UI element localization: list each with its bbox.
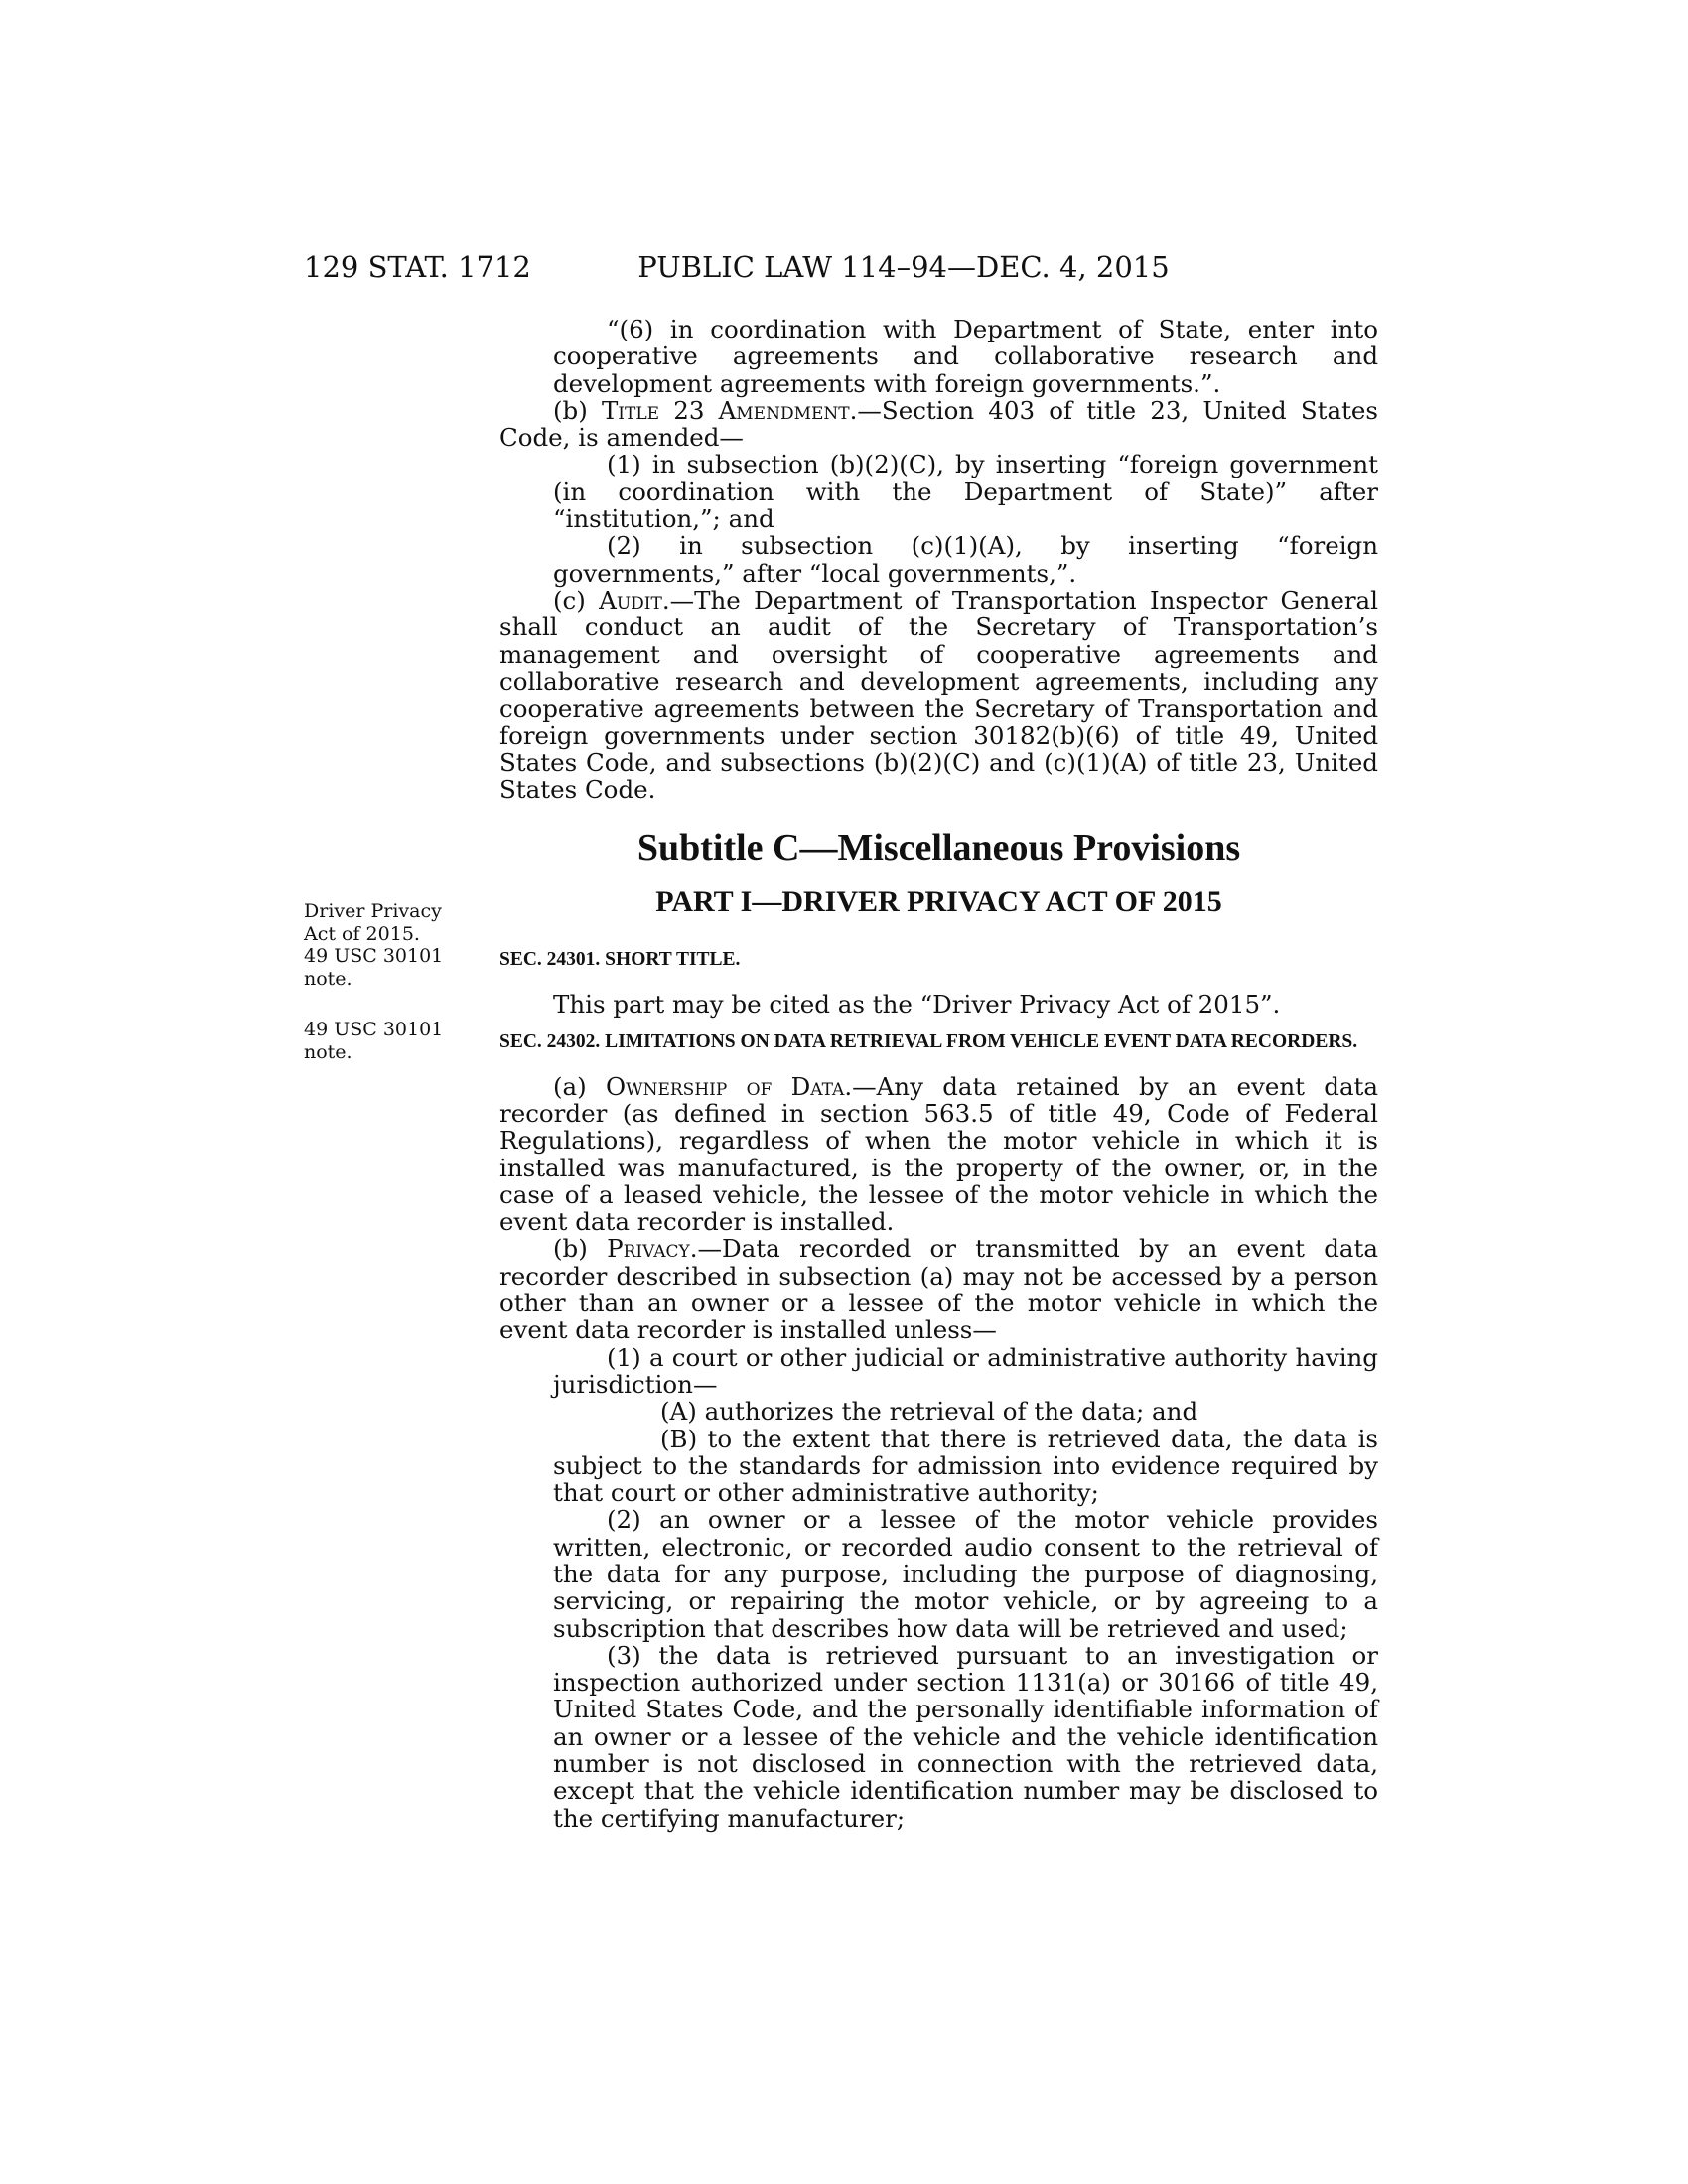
paragraph-b2: (2) in subsection (c)(1)(A), by inserting “foreign governments,” after “local governments,”. bbox=[553, 531, 1378, 588]
subsection-label: (c) bbox=[553, 585, 600, 614]
subsection-label: (a) bbox=[553, 1071, 607, 1101]
subsection-label: (b) bbox=[553, 395, 602, 425]
running-header: PUBLIC LAW 114–94—DEC. 4, 2015 bbox=[637, 250, 1170, 284]
subsection-text: .—Any data retained by an event data recorder (as defined in section 563.5 of title 49, Code of Federal Regulations), regardless of when the motor vehicle in which it is installed was manufactured, is the property of the owner, or, in the case of a leased vehicle, the lessee of the motor vehicle in which the event data recorder is installed. bbox=[499, 1071, 1379, 1237]
subparagraph-privacy-A: (A) authorizes the retrieval of the data; and bbox=[660, 1397, 1198, 1427]
subsection-c bbox=[499, 587, 1378, 803]
subsection-text: .—Data recorded or transmitted by an event data recorder described in subsection (a) may not be accessed by a person other than an owner or a lessee of the motor vehicle in which the event data recorder is installed unless— bbox=[499, 1234, 1378, 1345]
margin-note-line: note. bbox=[304, 967, 352, 990]
document-body bbox=[499, 316, 1378, 1832]
subsection-text: .—The Department of Transportation Inspector General shall conduct an audit of the Secretary of Transportation’s management and oversight of cooperative agreements and collaborative research and development agreements, including any cooperative agreements between the Secretary of Transportation and foreign governments under section 30182(b)(6) of title 49, United States Code, and subsections (b)(2)(C) and (c)(1)(A) of title 23, United States Code. bbox=[499, 585, 1378, 805]
section-heading-24302: SEC. 24302. LIMITATIONS ON DATA RETRIEVAL FROM VEHICLE EVENT DATA RECORDERS. bbox=[499, 1030, 1358, 1052]
subsection-heading: Audit bbox=[599, 585, 662, 614]
margin-note-line: note. bbox=[304, 1040, 352, 1063]
margin-note-line: 49 USC 30101 bbox=[304, 1019, 444, 1040]
section-heading-24301: SEC. 24301. SHORT TITLE. bbox=[499, 949, 741, 971]
subsection-b bbox=[499, 397, 1378, 452]
paragraph-privacy-1: (1) a court or other judicial or administrative authority having jurisdiction— bbox=[553, 1342, 1378, 1399]
paragraph-privacy-3: (3) the data is retrieved pursuant to an investigation or inspection authorized under section 1131(a) or 30166 of title 49, United States Code, and the personally identifiable information of an owner or a lessee of the vehicle and the vehicle identification number is not disclosed in connection with the retrieved data, except that the vehicle identification number may be disclosed to the certifying manufacturer; bbox=[553, 1640, 1378, 1833]
margin-note-limitations bbox=[304, 1019, 453, 1063]
short-title-text: This part may be cited as the “Driver Privacy Act of 2015”. bbox=[553, 990, 1281, 1020]
part-heading: PART I—DRIVER PRIVACY ACT OF 2015 bbox=[655, 886, 1222, 919]
stat-citation: 129 STAT. 1712 bbox=[304, 250, 531, 284]
subsection-text: .—Section 403 of title 23, United States Code, is amended— bbox=[499, 395, 1378, 453]
paragraph-b1: (1) in subsection (b)(2)(C), by inserting “foreign government (in coordination with the Department of State)” after “institution,”; and bbox=[553, 450, 1378, 534]
subtitle-heading: Subtitle C—Miscellaneous Provisions bbox=[636, 827, 1241, 870]
subparagraph-privacy-B: (B) to the extent that there is retrieved data, the data is subject to the standards for admission into evidence required by that court or other administrative authority; bbox=[553, 1424, 1378, 1508]
subsection-label: (b) bbox=[553, 1234, 608, 1264]
subsection-heading: Ownership of Data bbox=[606, 1071, 845, 1101]
paragraph-privacy-2: (2) an owner or a lessee of the motor vehicle provides written, electronic, or recorded audio consent to the retrieval of the data for any purpose, including the purpose of diagnosing, servicing, or repairing the motor vehicle, or by agreeing to a subscription that describes how data will be retrieved and used; bbox=[553, 1505, 1378, 1643]
subsection-heading: Privacy bbox=[607, 1234, 690, 1264]
subsection-heading: Title 23 Amendment bbox=[601, 395, 850, 425]
subsection-a bbox=[499, 1073, 1378, 1236]
margin-note-line: Driver Privacy bbox=[304, 900, 442, 922]
margin-note-line: Act of 2015. bbox=[304, 922, 420, 945]
subsection-privacy bbox=[499, 1235, 1378, 1343]
paragraph-6: “(6) in coordination with Department of State, enter into cooperative agreements and collaborative research and development agreements with foreign governments.”. bbox=[553, 315, 1378, 398]
margin-note-short-title bbox=[304, 900, 453, 990]
margin-note-line: 49 USC 30101 bbox=[304, 945, 444, 967]
